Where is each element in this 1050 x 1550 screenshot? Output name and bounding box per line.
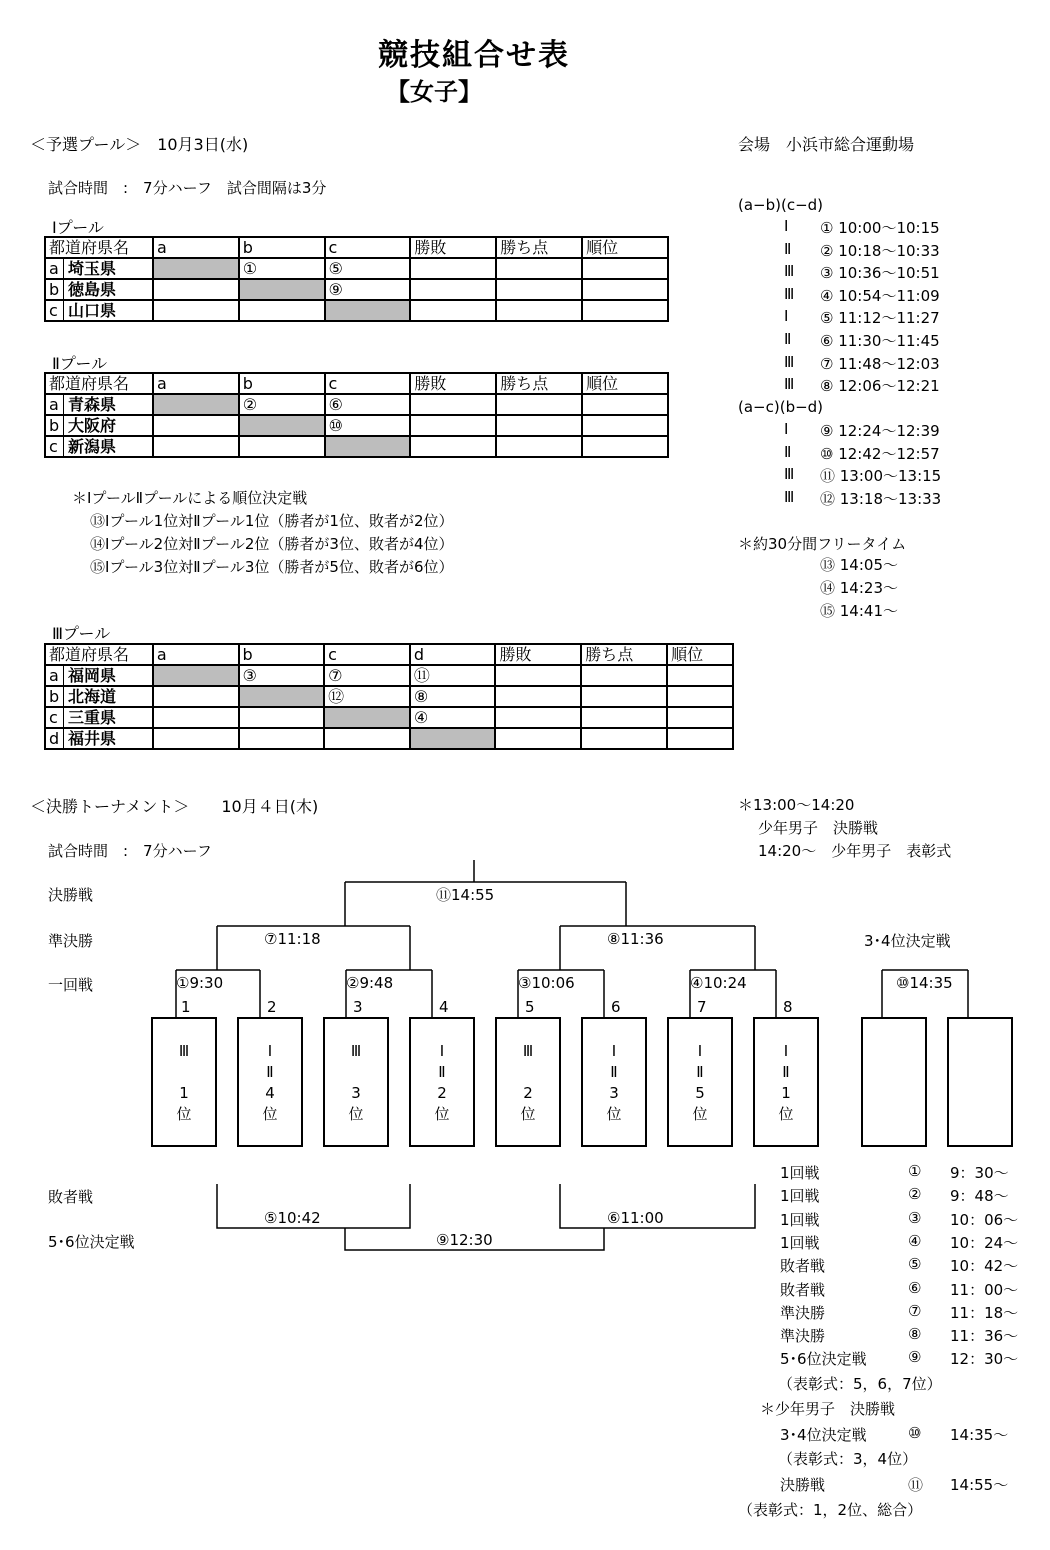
column-header: c	[324, 644, 410, 665]
boys-note-1: ＊13:00～14:20	[738, 796, 855, 814]
row-id: d	[49, 729, 64, 748]
pool3-label: Ⅲプール	[52, 624, 111, 643]
third-round-label: 3･4位決定戦	[780, 1426, 867, 1444]
score-cell: ②	[239, 394, 325, 415]
bracket-slot	[667, 1017, 733, 1147]
column-header: 順位	[582, 373, 668, 394]
score-cell: ⑦	[324, 665, 410, 686]
slot-label: Ⅰ Ⅱ 5 位	[692, 1042, 708, 1123]
column-header: 勝ち点	[496, 237, 582, 258]
schedule-pool: Ⅰ	[784, 307, 789, 326]
final-time-rule: 試合時間 : 7分ハーフ	[48, 842, 212, 860]
schedule-match: ⑤ 11:12～11:27	[820, 309, 940, 328]
column-header: b	[239, 644, 325, 665]
schedule-pool: Ⅲ	[784, 465, 795, 484]
schedule-pool: Ⅲ	[784, 375, 795, 394]
column-header: 勝敗	[495, 644, 581, 665]
final-schedule-time: 10：24～	[950, 1233, 1019, 1252]
bracket-slot	[237, 1017, 303, 1147]
row-id: a	[49, 395, 64, 414]
final-schedule-round: 敗者戦	[780, 1280, 826, 1299]
final-schedule-no: ④	[908, 1231, 922, 1250]
final-schedule-time: 11：18～	[950, 1303, 1019, 1322]
score-cell: ⑧	[410, 686, 496, 707]
match-label-10: ⑩14:35	[896, 974, 953, 992]
score-cell: ⑫	[324, 686, 410, 707]
team-name: 徳島県	[68, 280, 117, 299]
row-id: a	[49, 666, 64, 685]
score-cell: ④	[410, 707, 496, 728]
schedule-pool: Ⅰ	[784, 420, 789, 438]
slot-number: 5	[525, 998, 535, 1016]
bracket-slot	[323, 1017, 389, 1147]
team-name: 山口県	[68, 301, 117, 320]
final-schedule-round: 準決勝	[780, 1327, 826, 1346]
match-label-7: ⑦11:18	[264, 930, 321, 948]
final-schedule-round: 1回戦	[780, 1233, 820, 1252]
final-schedule-time: 12：30～	[950, 1350, 1019, 1369]
schedule-match: ⑧ 12:06～12:21	[820, 377, 940, 396]
column-header: a	[153, 644, 239, 665]
team-name: 大阪府	[68, 416, 117, 435]
final-schedule-no: ⑧	[908, 1325, 922, 1344]
final-schedule-round: 1回戦	[780, 1210, 820, 1229]
schedule-match: ⑨ 12:24～12:39	[820, 422, 940, 440]
slot-label: Ⅲ 1 位	[176, 1042, 192, 1123]
team-name: 福井県	[68, 729, 117, 748]
final-schedule-time: 9：30～	[950, 1164, 1009, 1182]
column-header: 勝ち点	[581, 644, 667, 665]
score-cell: ⑪	[410, 665, 496, 686]
boys-final-note: ＊少年男子 決勝戦	[760, 1400, 896, 1418]
final-schedule-no: ⑨	[908, 1348, 922, 1367]
final-schedule-round: 1回戦	[780, 1164, 820, 1182]
schedule-match: ⑩ 12:42～12:57	[820, 444, 940, 463]
column-header: d	[410, 644, 496, 665]
prelim-time-rule: 試合時間 : 7分ハーフ 試合間隔は3分	[48, 179, 327, 197]
column-header: a	[153, 373, 239, 394]
score-cell: ⑤	[325, 258, 411, 279]
match-label-11: ⑪14:55	[436, 886, 495, 904]
slot-label: Ⅰ Ⅱ 2 位	[434, 1042, 450, 1123]
final-schedule-no: ⑤	[908, 1255, 922, 1274]
match-label-8: ⑧11:36	[607, 930, 664, 948]
schedule-match: ② 10:18～10:33	[820, 241, 940, 260]
schedule-pool: Ⅲ	[784, 352, 795, 371]
schedule-header-1: (a−b)(c−d)	[738, 196, 824, 214]
final-schedule-no: ③	[908, 1208, 922, 1227]
round-label-loser: 敗者戦	[48, 1188, 94, 1206]
match-label-1: ①9:30	[176, 974, 224, 992]
ranking-note-title: ＊ⅠプールⅡプールによる順位決定戦	[72, 489, 308, 507]
column-header: 順位	[582, 237, 668, 258]
column-header: b	[239, 373, 325, 394]
score-cell: ①	[239, 258, 325, 279]
row-id: b	[49, 687, 64, 706]
final-schedule-time: 10：42～	[950, 1257, 1019, 1276]
bracket-slot	[409, 1017, 475, 1147]
final-schedule-time: 11：00～	[950, 1280, 1019, 1299]
team-name: 北海道	[68, 687, 117, 706]
third-place-slot-1	[861, 1017, 927, 1147]
row-id: c	[49, 708, 64, 727]
third-round-time: 14:35～	[950, 1426, 1009, 1444]
slot-number: 6	[611, 998, 621, 1016]
pool2-label: Ⅱプール	[52, 354, 108, 373]
score-cell: ③	[239, 665, 325, 686]
final-schedule-round: 1回戦	[780, 1187, 820, 1206]
final-schedule-time: 11：36～	[950, 1327, 1019, 1346]
final-schedule-no: ⑦	[908, 1301, 922, 1320]
third-round-no: ⑩	[908, 1424, 922, 1442]
team-name: 埼玉県	[68, 259, 117, 278]
schedule-pool: Ⅱ	[784, 330, 792, 348]
boys-note-2: 少年男子 決勝戦	[758, 819, 879, 837]
round-label-first: 一回戦	[48, 976, 94, 994]
score-cell: ⑨	[325, 279, 411, 300]
final-schedule-time: 10：06～	[950, 1210, 1019, 1229]
column-header: 都道府県名	[45, 373, 153, 394]
page-subtitle: 【女子】	[386, 78, 482, 106]
column-header: 都道府県名	[45, 237, 153, 258]
schedule-match: ⑥ 11:30～11:45	[820, 332, 940, 350]
round-label-semi: 準決勝	[48, 932, 94, 950]
ranking-note: ⑮Ⅰプール3位対Ⅱプール3位（勝者が5位、敗者が6位）	[90, 558, 454, 576]
ranking-note: ⑬Ⅰプール1位対Ⅱプール1位（勝者が1位、敗者が2位）	[90, 512, 454, 530]
pool1-label: Ⅰプール	[52, 218, 104, 237]
schedule-pool: Ⅱ	[784, 239, 792, 258]
schedule-pool: Ⅲ	[784, 284, 795, 303]
third-place-label: 3･4位決定戦	[864, 932, 951, 950]
round-label-fifth: 5･6位決定戦	[48, 1233, 135, 1251]
final-schedule-round: 5･6位決定戦	[780, 1350, 867, 1369]
ranking-note: ⑭Ⅰプール2位対Ⅱプール2位（勝者が3位、敗者が4位）	[90, 535, 454, 553]
match-label-2: ②9:48	[346, 974, 394, 992]
row-id: a	[49, 259, 64, 278]
final-round-no: ⑪	[908, 1476, 924, 1494]
bracket-slot	[581, 1017, 647, 1147]
column-header: 勝ち点	[496, 373, 582, 394]
column-header: 勝敗	[410, 237, 496, 258]
row-id: c	[49, 437, 64, 456]
slot-number: 1	[181, 998, 191, 1016]
match-label-4: ④10:24	[690, 974, 747, 992]
match-label-5: ⑤10:42	[264, 1209, 321, 1227]
slot-number: 2	[267, 998, 277, 1016]
column-header: c	[325, 237, 411, 258]
column-header: a	[153, 237, 239, 258]
venue: 会場 小浜市総合運動場	[738, 135, 915, 154]
row-id: b	[49, 280, 64, 299]
extra-match: ⑮ 14:41～	[820, 602, 898, 620]
slot-number: 4	[439, 998, 449, 1016]
final-schedule-round: 準決勝	[780, 1303, 826, 1322]
team-name: 新潟県	[68, 437, 117, 456]
schedule-match: ① 10:00～10:15	[820, 219, 940, 237]
bracket-slot	[151, 1017, 217, 1147]
schedule-pool: Ⅰ	[784, 217, 789, 235]
schedule-match: ⑫ 13:18～13:33	[820, 489, 942, 508]
slot-label: Ⅰ Ⅱ 4 位	[262, 1042, 278, 1123]
column-header: 勝敗	[410, 373, 496, 394]
award-note: （表彰式：3，4位）	[778, 1450, 918, 1468]
slot-label: Ⅰ Ⅱ 1 位	[778, 1042, 794, 1123]
slot-label: Ⅰ Ⅱ 3 位	[606, 1042, 622, 1123]
award-note: （表彰式：1，2位、総合）	[738, 1501, 923, 1519]
bracket-slot	[495, 1017, 561, 1147]
slot-number: 8	[783, 998, 793, 1016]
bracket-slot	[753, 1017, 819, 1147]
row-id: c	[49, 301, 64, 320]
schedule-pool: Ⅱ	[784, 442, 792, 461]
column-header: 順位	[667, 644, 733, 665]
round-label-final: 決勝戦	[48, 886, 94, 904]
boys-note-3: 14:20～ 少年男子 表彰式	[758, 842, 952, 860]
schedule-pool: Ⅲ	[784, 487, 795, 506]
final-schedule-round: 敗者戦	[780, 1257, 826, 1276]
team-name: 福岡県	[68, 666, 117, 685]
third-place-slot-2	[947, 1017, 1013, 1147]
final-heading: ＜決勝トーナメント＞ 10月４日(木)	[30, 797, 319, 816]
page-title: 競技組合せ表	[378, 38, 570, 73]
schedule-header-2: (a−c)(b−d)	[738, 398, 824, 416]
schedule-match: ④ 10:54～11:09	[820, 286, 940, 305]
team-name: 三重県	[68, 708, 117, 727]
final-round-time: 14:55～	[950, 1476, 1009, 1494]
slot-number: 3	[353, 998, 363, 1016]
schedule-match: ⑦ 11:48～12:03	[820, 354, 940, 373]
match-label-9: ⑨12:30	[436, 1231, 493, 1249]
score-cell: ⑩	[325, 415, 411, 436]
column-header: b	[239, 237, 325, 258]
column-header: 都道府県名	[45, 644, 153, 665]
extra-match: ⑭ 14:23～	[820, 579, 898, 597]
final-schedule-time: 9：48～	[950, 1187, 1009, 1206]
match-label-6: ⑥11:00	[607, 1209, 664, 1227]
slot-number: 7	[697, 998, 707, 1016]
row-id: b	[49, 416, 64, 435]
final-round-label: 決勝戦	[780, 1476, 826, 1494]
award-note: （表彰式：5，6，7位）	[778, 1375, 942, 1393]
final-schedule-no: ①	[908, 1162, 922, 1180]
score-cell: ⑥	[325, 394, 411, 415]
final-schedule-no: ②	[908, 1185, 922, 1204]
free-time-note: ＊約30分間フリータイム	[738, 535, 907, 553]
column-header: c	[325, 373, 411, 394]
schedule-pool: Ⅲ	[784, 262, 795, 281]
prelim-heading: ＜予選プール＞ 10月3日(水)	[30, 135, 249, 154]
schedule-match: ⑪ 13:00～13:15	[820, 467, 942, 486]
slot-label: Ⅲ 2 位	[520, 1042, 536, 1123]
match-label-3: ③10:06	[518, 974, 575, 992]
team-name: 青森県	[68, 395, 117, 414]
extra-match: ⑬ 14:05～	[820, 556, 898, 574]
schedule-match: ③ 10:36～10:51	[820, 264, 940, 283]
slot-label: Ⅲ 3 位	[348, 1042, 364, 1123]
final-schedule-no: ⑥	[908, 1278, 922, 1297]
